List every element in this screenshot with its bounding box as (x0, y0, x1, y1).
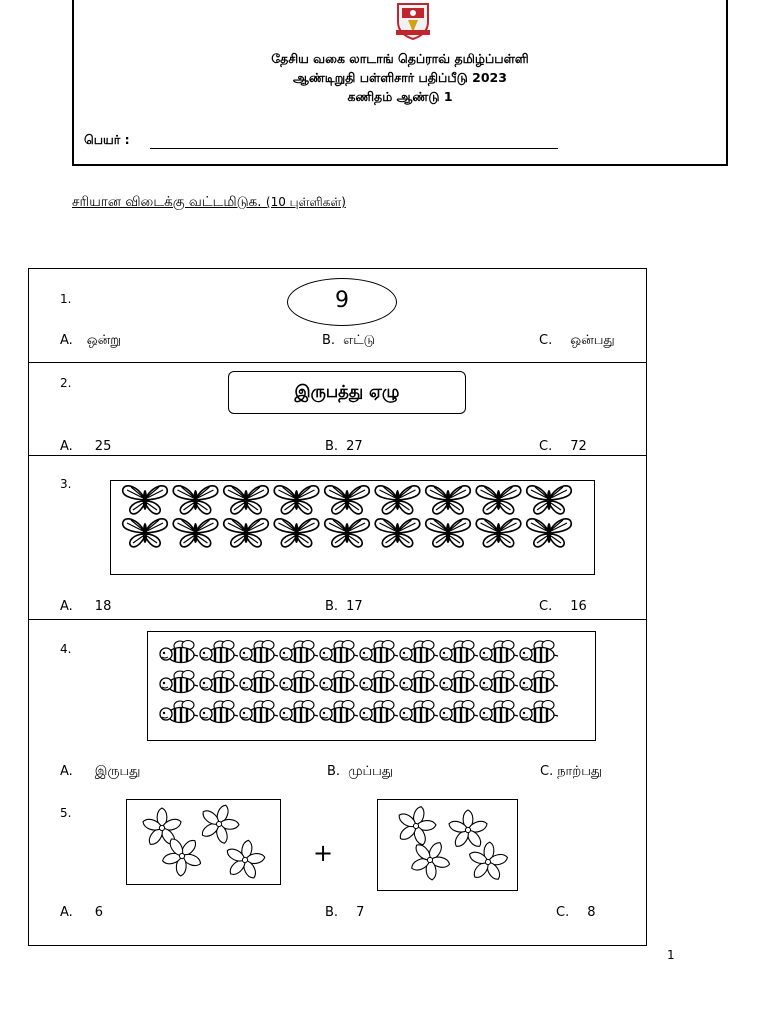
question-4-number: 4. (60, 642, 72, 656)
butterfly-icon (123, 486, 168, 514)
question-3-option-b[interactable]: B. 17 (325, 599, 363, 614)
butterfly-picture-box (110, 480, 595, 575)
bee-icon (400, 671, 438, 693)
butterfly-icon (274, 486, 319, 514)
butterfly-icon (426, 486, 471, 514)
bee-icon (280, 671, 318, 693)
flower-icon (403, 832, 458, 886)
question-2-option-a[interactable]: A. 25 (60, 439, 112, 454)
question-1-option-c[interactable]: C. ஒன்பது (539, 333, 615, 348)
butterfly-icon (426, 519, 471, 547)
question-5-option-a[interactable]: A. 6 (60, 905, 104, 920)
butterfly-icon (224, 519, 269, 547)
bee-icon (200, 641, 238, 663)
question-box (28, 268, 647, 946)
divider (29, 455, 646, 456)
question-2-number: 2. (60, 376, 72, 390)
flower-picture-box-right (377, 799, 518, 891)
flower-icon (193, 800, 245, 849)
bee-icon (440, 701, 478, 723)
question-3-option-a[interactable]: A. 18 (60, 599, 112, 614)
question-3-number: 3. (60, 477, 72, 491)
school-name: தேசிய வகை லாடாங் தெப்ராவ் தமிழ்ப்பள்ளி (271, 51, 529, 66)
flower-picture-box-left (126, 799, 281, 885)
plus-sign: + (313, 839, 334, 867)
butterfly-icon (527, 486, 572, 514)
bee-icon (480, 701, 518, 723)
question-3-option-c[interactable]: C. 16 (539, 599, 587, 614)
question-4-option-c[interactable]: C. நாற்பது (540, 764, 603, 779)
bee-picture-box (147, 631, 596, 741)
butterfly-group (111, 481, 595, 575)
bee-icon (240, 701, 278, 723)
question-1-number: 1. (60, 292, 72, 306)
butterfly-icon (476, 519, 521, 547)
bee-icon (400, 701, 438, 723)
bee-icon (440, 671, 478, 693)
bee-icon (400, 641, 438, 663)
flower-icon (466, 840, 510, 882)
page-number: 1 (667, 948, 675, 962)
subject-title: கணிதம் ஆண்டு 1 (347, 89, 453, 104)
instruction (72, 194, 346, 212)
bee-group (148, 632, 596, 741)
bee-icon (320, 701, 358, 723)
instruction-text: சரியான விடைக்கு வட்டமிடுக. (72, 194, 262, 210)
butterfly-icon (325, 486, 370, 514)
bee-icon (360, 671, 398, 693)
question-2-number-word: இருபத்து ஏழு (228, 371, 466, 414)
bee-icon (200, 671, 238, 693)
question-5-number: 5. (60, 806, 72, 820)
bee-icon (480, 671, 518, 693)
name-label: பெயர் : (84, 132, 130, 147)
question-1-numeral: 9 (287, 278, 397, 326)
bee-icon (360, 641, 398, 663)
butterfly-icon (527, 519, 572, 547)
butterfly-icon (123, 519, 168, 547)
question-2-option-c[interactable]: C. 72 (539, 439, 587, 454)
butterfly-icon (274, 519, 319, 547)
divider (29, 619, 646, 620)
bee-icon (240, 671, 278, 693)
butterfly-icon (375, 486, 420, 514)
bee-icon (240, 641, 278, 663)
bee-icon (320, 671, 358, 693)
question-5-option-c[interactable]: C. 8 (556, 905, 596, 920)
flower-group-right (378, 800, 518, 891)
butterfly-icon (325, 519, 370, 547)
flower-icon (447, 810, 488, 849)
bee-icon (480, 641, 518, 663)
bee-icon (520, 671, 558, 693)
bee-icon (280, 641, 318, 663)
flower-group-left (127, 800, 281, 885)
bee-icon (520, 641, 558, 663)
flower-icon (391, 801, 441, 849)
exam-title: ஆண்டிறுதி பள்ளிசார் பதிப்பீடு 2023 (293, 70, 507, 85)
name-field[interactable] (150, 148, 558, 149)
butterfly-icon (224, 486, 269, 514)
instruction-points: (10 புள்ளிகள்) (265, 195, 346, 209)
bee-icon (440, 641, 478, 663)
bee-icon (200, 701, 238, 723)
question-1-option-a[interactable]: A. ஒன்று (60, 333, 122, 348)
divider (29, 362, 646, 363)
bee-icon (360, 701, 398, 723)
question-2-option-b[interactable]: B. 27 (325, 439, 363, 454)
butterfly-icon (173, 486, 218, 514)
flower-icon (221, 837, 268, 883)
bee-icon (160, 671, 198, 693)
butterfly-icon (375, 519, 420, 547)
question-1-option-b[interactable]: B. எட்டு (322, 333, 376, 348)
question-4-option-b[interactable]: B. முப்பது (327, 764, 394, 779)
school-crest-logo (396, 2, 430, 40)
question-4-option-a[interactable]: A. இருபது (60, 764, 141, 779)
butterfly-icon (173, 519, 218, 547)
bee-icon (160, 701, 198, 723)
question-5-option-b[interactable]: B. 7 (325, 905, 365, 920)
bee-icon (320, 641, 358, 663)
bee-icon (160, 641, 198, 663)
butterfly-icon (476, 486, 521, 514)
bee-icon (520, 701, 558, 723)
bee-icon (280, 701, 318, 723)
